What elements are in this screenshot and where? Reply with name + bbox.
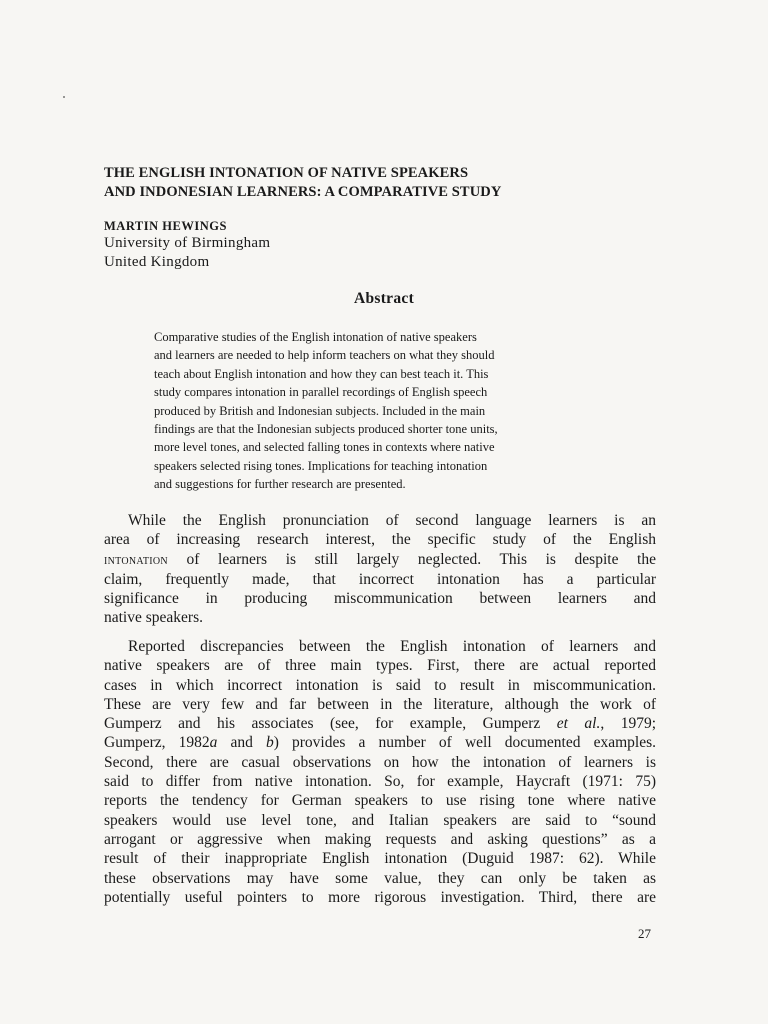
abstract-line: more level tones, and selected falling tones in contexts where native bbox=[154, 440, 495, 455]
text-line bbox=[104, 733, 656, 752]
abstract-line: findings are that the Indonesian subjects produced shorter tone units, bbox=[154, 422, 498, 437]
text-line: speakers would use level tone, and Italian speakers are said to “sound bbox=[104, 811, 656, 829]
text-line: claim, frequently made, that incorrect intonation has a particular bbox=[104, 570, 656, 588]
affiliation-line: United Kingdom bbox=[104, 254, 210, 270]
text-line bbox=[104, 714, 656, 733]
italic-run: a bbox=[209, 734, 218, 752]
text-line: area of increasing research interest, the specific study of the English bbox=[104, 531, 656, 549]
title-line: AND INDONESIAN LEARNERS: A COMPARATIVE STUDY bbox=[104, 184, 502, 200]
text-line: cases in which incorrect intonation is said to result in miscommunication. bbox=[104, 676, 656, 694]
abstract-line: speakers selected rising tones. Implications for teaching intonation bbox=[154, 458, 488, 473]
text-line bbox=[104, 550, 656, 570]
abstract-line: and suggestions for further research are presented. bbox=[154, 477, 406, 492]
italic-run: b bbox=[266, 734, 274, 752]
scan-speck bbox=[63, 96, 65, 98]
abstract-line: study compares intonation in parallel recordings of English speech bbox=[154, 385, 488, 400]
abstract-heading: Abstract bbox=[353, 290, 415, 307]
text-line: native speakers. bbox=[104, 609, 203, 627]
abstract-body bbox=[154, 328, 609, 494]
text-line: arrogant or aggressive when making requests and asking questions” as a bbox=[104, 830, 656, 848]
text-line: While the English pronunciation of second language learners is an bbox=[128, 512, 656, 529]
text-run: ) provides a number of well documented examples. bbox=[273, 734, 656, 752]
text-line: potentially useful pointers to more rigorous investigation. Third, there are bbox=[104, 888, 656, 906]
abstract-line: teach about English intonation and how they can best teach it. This bbox=[154, 366, 489, 381]
text-line: significance in producing miscommunication between learners and bbox=[104, 590, 656, 608]
body-paragraph-1 bbox=[104, 511, 656, 628]
text-line: result of their inappropriate English intonation (Duguid 1987: 62). While bbox=[104, 850, 656, 868]
text-line: These are very few and far between in the literature, although the work of bbox=[104, 695, 656, 713]
text-run: of learners is still largely neglected. This is despite the bbox=[167, 550, 656, 568]
text-line: said to differ from native intonation. So, for example, Haycraft (1971: 75) bbox=[104, 773, 656, 791]
affiliation-line: University of Birmingham bbox=[104, 235, 271, 251]
text-run: and bbox=[217, 734, 266, 752]
text-line: these observations may have some value, they can only be taken as bbox=[104, 869, 656, 887]
abstract-line: produced by British and Indonesian subjects. Included in the main bbox=[154, 403, 486, 418]
text-line: native speakers are of three main types. First, there are actual reported bbox=[104, 657, 656, 675]
abstract-line: Comparative studies of the English intonation of native speakers bbox=[154, 330, 477, 344]
text-line: Reported discrepancies between the English intonation of learners and bbox=[128, 638, 656, 655]
italic-run: et al. bbox=[556, 715, 601, 733]
small-caps-term: intonation bbox=[104, 552, 168, 568]
title-line: THE ENGLISH INTONATION OF NATIVE SPEAKERS bbox=[104, 165, 469, 181]
author-affiliation bbox=[104, 234, 270, 272]
paper-title bbox=[104, 164, 664, 202]
text-line: reports the tendency for German speakers to use rising tone where native bbox=[104, 792, 656, 810]
text-line: Second, there are casual observations on how the intonation of learners is bbox=[104, 753, 656, 771]
body-paragraph-2 bbox=[104, 637, 656, 907]
text-run: , 1979; bbox=[600, 715, 657, 733]
page-number: 27 bbox=[638, 926, 651, 941]
text-run: Gumperz and his associates (see, for example, Gumperz bbox=[104, 715, 557, 733]
text-run: Gumperz, 1982 bbox=[104, 734, 210, 752]
author-name: MARTIN HEWINGS bbox=[104, 219, 227, 233]
abstract-line: and learners are needed to help inform teachers on what they should bbox=[154, 348, 495, 363]
